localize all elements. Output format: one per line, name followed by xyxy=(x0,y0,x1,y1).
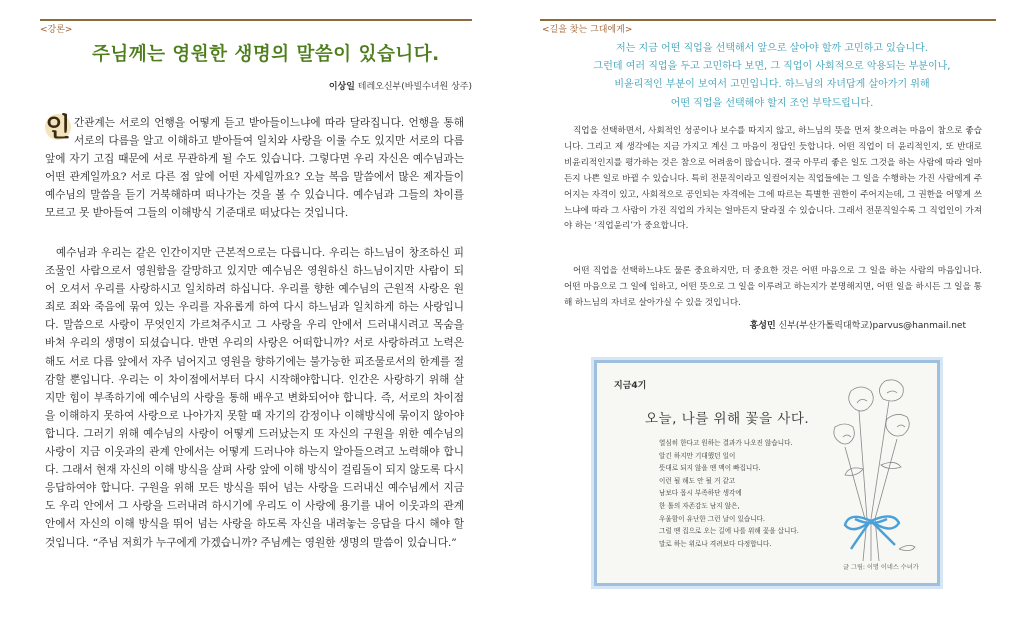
poem-card xyxy=(594,360,940,586)
card-tag: 지금4기 xyxy=(614,381,647,391)
paragraph-text: 예수님과 우리는 같은 인간이지만 근본적으로는 다릅니다. 우리는 하느님이 창조하신 피조물인 사람으로서 영원함을 갈망하고 있지만 예수님은 영원하신 하느님이지만 사람이 되어 오셔서 우리를 사랑하시고 일치하려 하십니다. 우리를 향한 예수님의 근원적 사랑은 원죄로 죄와 죽음에 묶여 있는 우리를 자유롭게 하여 다시 하느님과 일치하게 하는 사랑입니다. 말씀으로 사랑이 무엇인지 가르쳐주시고 그 사랑을 우리 안에서 드러내시려고 목숨을 바쳐 우리의 생명이 되셨습니다. 반면 우리의 사랑은 어떠합니까? 서로 사랑하려고 노력은 해도 서로 다름 앞에서 자주 넘어지고 영원을 향하기에는 불가능한 피조물로서의 한계를 절감할 뿐입니다. 우리는 이 차이점에서부터 다시 시작해야합니다. 인간은 사랑하기 위해 살지만 힘이 부족하기에 예수님의 사랑을 통해 배우고 변화되어야 합니다. 즉, 서로의 차이점을 이해하지 못하여 사랑으로 나아가지 못할 때 자기의 감정이나 이해방식에 묶이지 않아야 합니다. 그러기 위해 예수님의 사랑이 어떻게 드러났는지 또 자신의 구원을 위한 예수님의 사랑이 지금 이웃과의 관계 안에서는 어떻게 드러나야 하는지 알아들으려고 노력해야 합니다. 그래서 현재 자신의 이해 방식을 살펴 사랑 앞에 이해 방식이 걸림돌이 되지 않도록 다시 응답하여야 합니다. 구원을 위해 모든 방식을 뛰어 넘는 사랑을 드러내신 예수님께서 지금도 우리 안에서 그 사랑을 드러내려 하시기에 우리도 이 사랑에 용기를 내어 이웃과의 관계 안에서 자신의 이해 방식을 뛰어 넘는 사랑을 하도록 자신을 내려놓는 응답을 다시 해야 할 것입니다. “주님 저희가 누구에게 가겠습니까? 주님께는 영원한 생명의 말씀이 있습니다.” xyxy=(45,247,464,549)
top-rule xyxy=(540,19,996,21)
poem-line: 우울함이 유난한 그런 날이 있습니다. xyxy=(659,514,766,523)
poem-line: 뜻대로 되지 않을 땐 맥이 빠집니다. xyxy=(659,464,761,473)
poem-line: 그럴 땐 집으로 오는 길에 나를 위해 꽃을 삽니다. xyxy=(659,527,799,536)
card-credit: 글 그림: 이명 이네스 수녀가 xyxy=(843,564,919,571)
top-rule xyxy=(40,19,472,21)
signature-name: 홍성민 xyxy=(749,321,776,331)
byline xyxy=(329,79,472,92)
question-line: 저는 지금 어떤 직업을 선택해서 앞으로 살아야 할까 고민하고 있습니다. xyxy=(616,43,928,54)
poem-line: 알긴 하지만 기대했던 일이 xyxy=(659,451,736,460)
section-tag: <길을 찾는 그대에게> xyxy=(542,25,633,35)
dropcap: 인 xyxy=(45,113,71,143)
paragraph-text: 직업을 선택하면서, 사회적인 성공이나 보수를 따지지 않고, 하느님의 뜻을 먼저 찾으려는 마음이 참으로 좋습니다. 그리고 제 생각에는 지금 가지고 계신 그 마음이 정답인 듯합니다. 어떤 직업이 더 윤리적인지, 또 반대로 비윤리적인지를 평가하는 것은 참으로 어려움이 많습니다. 결국 아무리 좋은 일도 그것을 하는 사람에 따라 얼마든지 나쁜 일로 바뀔 수 있습니다. 특히 전문직이라고 일컬어지는 직업들에는 그 일을 수행하는 가진 사람에게 주어지는 자격이 있고, 사회적으로 공인되는 자격에는 그에 따르는 특별한 권한이 주어지는데, 그 권한을 어떻게 쓰느냐에 따라 그 사람이 가진 직업의 가치는 얼마든지 달라질 수 있습니다. 그래서 전문직일수록 그 직업인이 가져야 하는 ‘직업윤리’가 중요합니다. xyxy=(564,126,982,232)
sermon-paragraph-1 xyxy=(45,114,464,223)
answer-paragraph-1 xyxy=(564,124,982,235)
paragraph-text: 어떤 직업을 선택하느냐도 물론 중요하지만, 더 중요한 것은 어떤 마음으로 그 일을 하는 사람의 마음입니다. 어떤 마음으로 그 일에 임하고, 어떤 뜻으로 그 일을 이루려고 하는지가 분명해지면, 어떤 일을 하시든 그 일을 통해 하느님의 자녀로 살아가실 수 있을 것입니다. xyxy=(564,266,982,308)
question-line: 비윤리적인 부분이 보여서 고민입니다. 하느님의 자녀답게 살아가기 위해 xyxy=(614,79,930,91)
poem-line: 이런 될 해도 안 될 거 같고 xyxy=(659,476,736,485)
poem-line: 한 톨의 자존감도 남지 않은, xyxy=(659,501,740,510)
section-tag: <강론> xyxy=(40,25,73,35)
card-title: 오늘, 나를 위해 꽃을 사다. xyxy=(645,411,810,427)
sermon-paragraph-2 xyxy=(45,244,464,552)
poem-line: 남보다 몹시 부족하단 생각에 xyxy=(659,489,742,498)
signature-affiliation: 신부(부산가톨릭대학교) xyxy=(778,321,873,331)
page-title: 주님께는 영원한 생명의 말씀이 있습니다. xyxy=(92,44,440,65)
author-name: 이상일 xyxy=(328,82,355,92)
poem-text xyxy=(659,437,859,550)
question-line: 어떤 직업을 선택해야 할지 조언 부탁드립니다. xyxy=(670,97,874,109)
paragraph-text: 간관계는 서로의 언행을 어떻게 듣고 받아들이느냐에 따라 달라집니다. 언행을 통해 서로의 다름을 알고 이해하고 받아들여 일치와 사랑을 이룰 수도 있지만 서로의 다름 앞에 자기 고집 때문에 서로 무관하게 될 수도 있습니다. 그렇다면 우리 자신은 예수님과는 어떤 관계일까요? 서로 다른 점 앞에 어떤 자세일까요? 오늘 복음 말씀에서 많은 제자들이 예수님의 말씀을 듣기 거북해하며 떠나가는 것을 볼 수 있습니다. 예수님과 그들의 차이를 모르고 못 받아들여 그들의 이해방식 기준대로 떠났다는 것입니다. xyxy=(45,117,464,220)
question-line: 그런데 여러 직업을 두고 고민하다 보면, 그 직업이 사회적으로 악용되는 부분이나, xyxy=(593,61,951,73)
answer-paragraph-2 xyxy=(564,264,982,312)
signature xyxy=(750,318,966,331)
poem-line: 열심히 한다고 원하는 결과가 나오진 않습니다. xyxy=(659,439,793,447)
reader-question xyxy=(552,40,992,113)
email-link[interactable]: parvus@hanmail.net xyxy=(872,321,966,331)
right-page xyxy=(512,0,1024,621)
poem-line: 말로 하는 위로나 격려보다 다정합니다. xyxy=(659,539,772,548)
author-affiliation: 테레오신부(바빌수녀원 상주) xyxy=(357,82,472,92)
